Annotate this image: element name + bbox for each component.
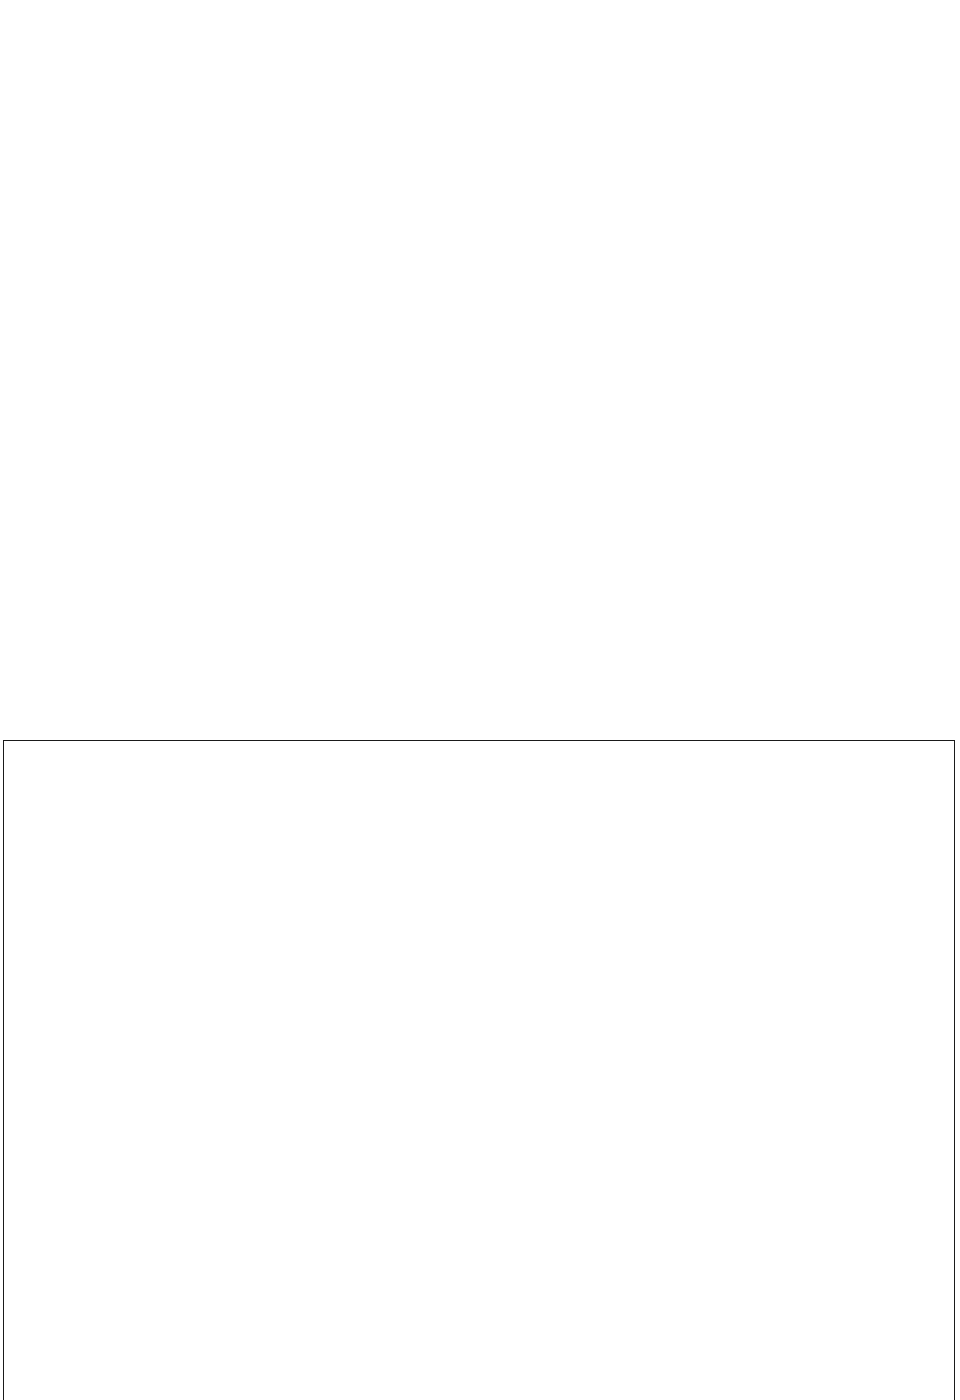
dublin-declaration-box (3, 740, 955, 1400)
